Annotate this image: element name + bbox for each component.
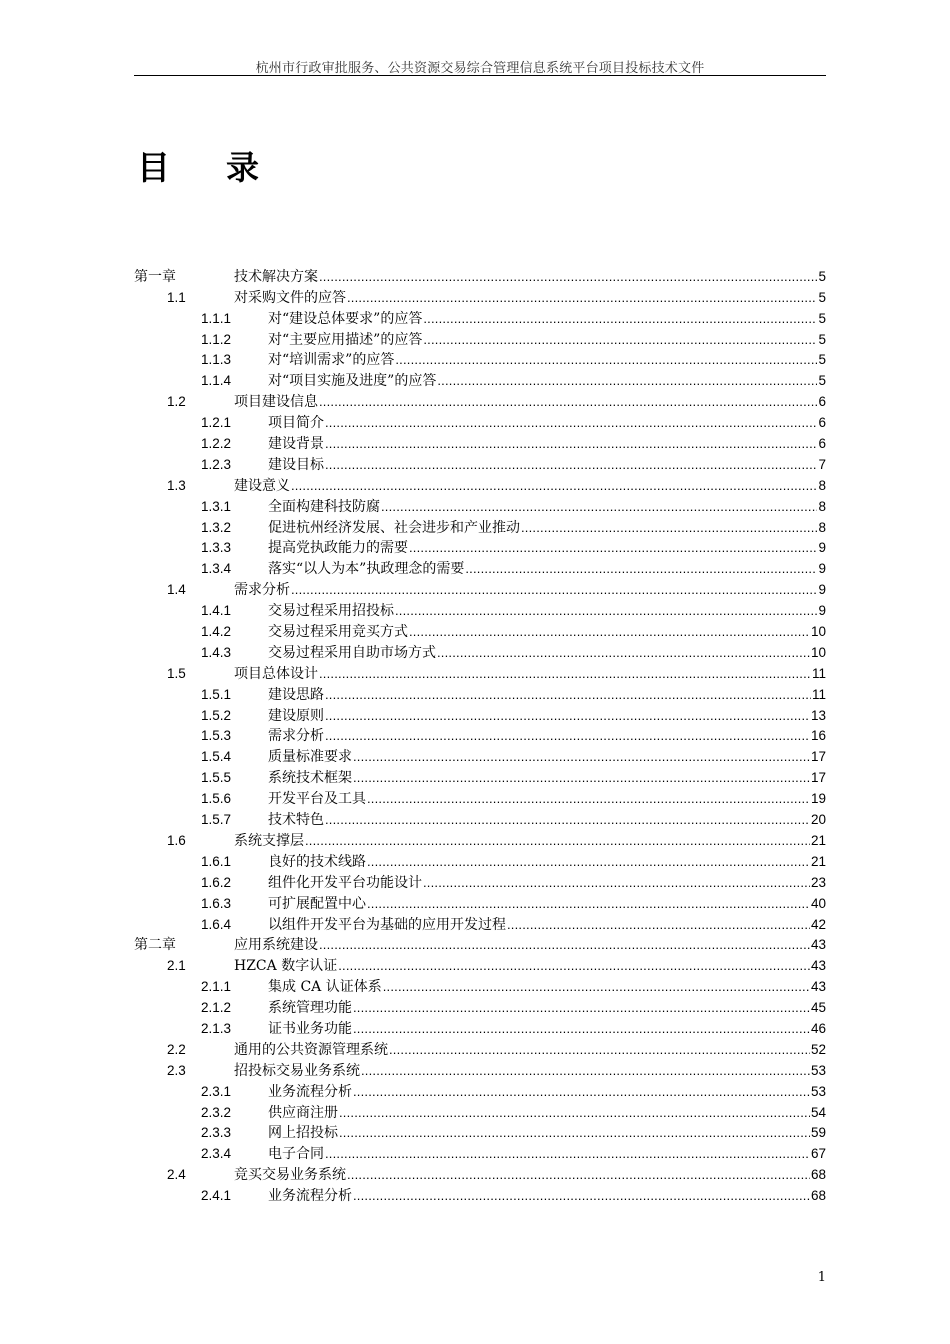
toc-dot-leader (381, 497, 817, 517)
toc-dot-leader (325, 434, 817, 454)
toc-entry-page: 21 (810, 853, 826, 869)
toc-entry[interactable] (134, 914, 826, 935)
toc-entry[interactable] (134, 767, 826, 788)
toc-entry-number: 第二章 (134, 937, 176, 954)
toc-entry-title: 交易过程采用竞买方式 (268, 624, 408, 641)
toc-entry-page: 9 (818, 603, 826, 619)
toc-entry-title: 竞买交易业务系统 (234, 1167, 346, 1184)
toc-entry[interactable] (134, 1081, 826, 1102)
toc-entry-number: 1.5.5 (201, 770, 232, 786)
toc-entry-number: 1.4 (167, 582, 186, 598)
toc-entry[interactable] (134, 454, 826, 475)
toc-entry-number: 1.2.2 (201, 436, 232, 452)
toc-entry[interactable] (134, 788, 826, 809)
toc-entry-title: 提高党执政能力的需要 (268, 540, 408, 557)
toc-entry-number: 1.1.1 (201, 310, 232, 326)
toc-entry-page: 8 (818, 477, 826, 493)
toc-entry[interactable] (134, 705, 826, 726)
toc-entry-number: 1.5 (167, 665, 186, 681)
toc-entry-title: 组件化开发平台功能设计 (268, 874, 422, 891)
toc-entry-number: 1.1 (167, 289, 186, 305)
toc-entry-number: 2.1.2 (201, 1000, 232, 1016)
toc-entry-title: 建设目标 (268, 456, 324, 473)
toc-entry-number: 1.3.4 (201, 561, 232, 577)
toc-entry-number: 1.3.1 (201, 498, 232, 514)
toc-dot-leader (383, 977, 810, 997)
toc-entry-page: 43 (810, 979, 826, 995)
toc-entry-title: 交易过程采用招投标 (268, 603, 394, 620)
header-divider (134, 75, 826, 76)
toc-entry-number: 1.2.3 (201, 456, 232, 472)
toc-entry-title: 项目简介 (268, 415, 324, 432)
toc-entry-page: 6 (818, 415, 826, 431)
toc-entry-page: 5 (818, 331, 826, 347)
toc-entry-title: 对“项目实施及进度”的应答 (268, 373, 437, 390)
toc-entry-title: 质量标准要求 (268, 749, 352, 766)
toc-heading-char-2: 录 (226, 148, 259, 187)
toc-entry-title: 网上招投标 (268, 1125, 338, 1142)
toc-entry-page: 11 (811, 686, 826, 702)
toc-dot-leader (339, 1123, 810, 1143)
toc-entry-page: 19 (810, 791, 826, 807)
toc-dot-leader (347, 288, 817, 308)
toc-entry[interactable] (134, 538, 826, 559)
toc-dot-leader (325, 685, 811, 705)
toc-entry-page: 5 (818, 310, 826, 326)
toc-entry-title: 促进杭州经济发展、社会进步和产业推动 (268, 519, 520, 536)
toc-entry[interactable] (134, 412, 826, 433)
toc-dot-leader (507, 915, 810, 935)
toc-entry-page: 6 (818, 436, 826, 452)
page-number: 1 (817, 1270, 826, 1285)
toc-entry-page: 10 (810, 644, 826, 660)
toc-dot-leader (319, 935, 810, 955)
toc-entry-title: 通用的公共资源管理系统 (234, 1041, 388, 1058)
toc-entry-number: 2.4 (167, 1167, 186, 1183)
toc-entry-title: 项目建设信息 (234, 394, 318, 411)
toc-dot-leader (325, 1144, 810, 1164)
toc-entry-page: 13 (810, 707, 826, 723)
toc-entry-title: 供应商注册 (268, 1104, 338, 1121)
toc-dot-leader (338, 956, 810, 976)
toc-dot-leader (353, 1082, 810, 1102)
toc-entry[interactable] (134, 976, 826, 997)
toc-entry-page: 16 (810, 728, 826, 744)
toc-dot-leader (325, 726, 810, 746)
toc-entry-page: 10 (810, 624, 826, 640)
toc-entry[interactable] (134, 726, 826, 747)
toc-entry-title: 全面构建科技防腐 (268, 498, 380, 515)
toc-entry[interactable] (134, 809, 826, 830)
toc-dot-leader (319, 267, 817, 287)
toc-entry-page: 53 (810, 1062, 826, 1078)
toc-entry-title: 系统管理功能 (268, 1000, 352, 1017)
toc-entry[interactable] (134, 746, 826, 767)
toc-dot-leader (437, 371, 817, 391)
toc-entry-number: 1.5.4 (201, 749, 232, 765)
toc-entry[interactable] (134, 1039, 826, 1060)
toc-dot-leader (409, 622, 810, 642)
toc-entry-page: 42 (810, 916, 826, 932)
toc-dot-leader (423, 330, 817, 350)
toc-entry[interactable] (134, 663, 826, 684)
toc-entry[interactable] (134, 266, 826, 287)
toc-entry[interactable] (134, 391, 826, 412)
toc-entry-title: 交易过程采用自助市场方式 (268, 644, 436, 661)
toc-entry-page: 68 (810, 1167, 826, 1183)
toc-dot-leader (325, 413, 817, 433)
toc-dot-leader (521, 518, 817, 538)
page-header: 杭州市行政审批服务、公共资源交易综合管理信息系统平台项目投标技术文件 (255, 61, 705, 76)
toc-entry[interactable] (134, 997, 826, 1018)
toc-dot-leader (361, 1061, 810, 1081)
toc-entry[interactable] (134, 1060, 826, 1081)
toc-entry-number: 1.1.2 (201, 331, 232, 347)
toc-entry-number: 1.3.2 (201, 519, 232, 535)
toc-entry-title: 证书业务功能 (268, 1020, 352, 1037)
toc-entry-title: 开发平台及工具 (268, 791, 366, 808)
toc-entry[interactable] (134, 621, 826, 642)
toc-entry[interactable] (134, 496, 826, 517)
toc-entry-number: 2.3 (167, 1062, 186, 1078)
toc-entry-title: 招投标交易业务系统 (234, 1062, 360, 1079)
toc-dot-leader (423, 309, 817, 329)
toc-entry-title: 集成 CA 认证体系 (268, 979, 382, 996)
toc-entry-title: 业务流程分析 (268, 1188, 352, 1205)
toc-entry-title: 对采购文件的应答 (234, 289, 346, 306)
toc-dot-leader (389, 1040, 810, 1060)
toc-dot-leader (367, 789, 810, 809)
toc-entry-number: 2.3.2 (201, 1104, 232, 1120)
toc-entry[interactable] (134, 329, 826, 350)
toc-entry-page: 9 (818, 540, 826, 556)
toc-entry[interactable] (134, 579, 826, 600)
toc-entry-number: 第一章 (134, 268, 176, 285)
toc-entry-number: 2.1 (167, 958, 186, 974)
toc-entry-title: 需求分析 (234, 582, 290, 599)
toc-entry-title: 对“主要应用描述”的应答 (268, 331, 423, 348)
toc-entry-page: 5 (818, 268, 826, 284)
toc-dot-leader (367, 852, 810, 872)
toc-entry-page: 46 (810, 1020, 826, 1036)
toc-entry-page: 5 (818, 352, 826, 368)
toc-dot-leader (347, 1165, 810, 1185)
toc-dot-leader (319, 392, 817, 412)
toc-entry-title: 需求分析 (268, 728, 324, 745)
toc-entry-number: 1.5.1 (201, 686, 232, 702)
toc-entry-page: 8 (818, 498, 826, 514)
toc-entry[interactable] (134, 684, 826, 705)
toc-entry-number: 1.4.2 (201, 624, 232, 640)
toc-entry-number: 1.4.3 (201, 644, 232, 660)
toc-dot-leader (423, 873, 810, 893)
toc-entry-title: 系统支撑层 (234, 832, 304, 849)
toc-entry-title: 建设背景 (268, 436, 324, 453)
toc-entry[interactable] (134, 830, 826, 851)
toc-entry-page: 23 (810, 874, 826, 890)
toc-entry-number: 1.5.6 (201, 791, 232, 807)
toc-entry-title: 技术解决方案 (234, 268, 318, 285)
toc-entry-page: 67 (810, 1146, 826, 1162)
toc-entry-number: 1.3 (167, 477, 186, 493)
toc-entry-title: 建设意义 (234, 477, 290, 494)
toc-entry-page: 6 (818, 394, 826, 410)
toc-entry-number: 2.3.3 (201, 1125, 232, 1141)
toc-entry[interactable] (134, 1123, 826, 1144)
toc-entry[interactable] (134, 433, 826, 454)
toc-dot-leader (339, 1103, 810, 1123)
toc-entry[interactable] (134, 600, 826, 621)
toc-entry[interactable] (134, 1164, 826, 1185)
toc-entry-number: 1.1.4 (201, 373, 232, 389)
toc-dot-leader (325, 810, 810, 830)
toc-entry[interactable] (134, 1102, 826, 1123)
toc-entry-title: 应用系统建设 (234, 937, 318, 954)
toc-entry[interactable] (134, 851, 826, 872)
toc-entry-page: 20 (810, 812, 826, 828)
toc-entry-page: 5 (818, 373, 826, 389)
table-of-contents (134, 266, 826, 1206)
toc-entry-title: 对“建设总体要求”的应答 (268, 310, 423, 327)
toc-entry-page: 21 (810, 832, 826, 848)
toc-entry[interactable] (134, 893, 826, 914)
toc-entry[interactable] (134, 350, 826, 371)
toc-entry[interactable] (134, 1143, 826, 1164)
toc-entry-number: 1.6.4 (201, 916, 232, 932)
toc-entry-page: 52 (810, 1041, 826, 1057)
toc-entry-number: 1.4.1 (201, 603, 232, 619)
toc-entry-number: 1.2.1 (201, 415, 232, 431)
toc-dot-leader (353, 747, 810, 767)
toc-dot-leader (353, 1019, 810, 1039)
toc-dot-leader (291, 476, 817, 496)
toc-dot-leader (437, 643, 810, 663)
toc-entry[interactable] (134, 1018, 826, 1039)
toc-dot-leader (291, 580, 817, 600)
toc-entry-number: 2.1.3 (201, 1020, 232, 1036)
toc-entry[interactable] (134, 287, 826, 308)
toc-entry-number: 2.2 (167, 1041, 186, 1057)
toc-entry-title: 以组件开发平台为基础的应用开发过程 (268, 916, 506, 933)
toc-entry[interactable] (134, 955, 826, 976)
toc-entry[interactable] (134, 308, 826, 329)
toc-entry-title: 电子合同 (268, 1146, 324, 1163)
toc-entry-title: HZCA 数字认证 (234, 958, 338, 975)
toc-entry-page: 43 (810, 958, 826, 974)
toc-entry-number: 1.2 (167, 394, 186, 410)
toc-entry-page: 8 (818, 519, 826, 535)
toc-entry-title: 建设思路 (268, 686, 324, 703)
toc-entry-number: 2.3.1 (201, 1083, 232, 1099)
toc-entry-number: 1.6 (167, 832, 186, 848)
toc-entry-page: 17 (810, 770, 826, 786)
toc-entry[interactable] (134, 935, 826, 956)
toc-entry-title: 对“培训需求”的应答 (268, 352, 395, 369)
toc-entry-number: 1.5.2 (201, 707, 232, 723)
toc-entry-page: 17 (810, 749, 826, 765)
toc-entry[interactable] (134, 517, 826, 538)
toc-dot-leader (409, 538, 817, 558)
toc-entry-title: 可扩展配置中心 (268, 895, 366, 912)
toc-entry-title: 项目总体设计 (234, 665, 318, 682)
toc-entry[interactable] (134, 475, 826, 496)
toc-entry-number: 1.6.2 (201, 874, 232, 890)
toc-dot-leader (353, 768, 810, 788)
toc-heading (137, 142, 259, 189)
toc-entry-title: 建设原则 (268, 707, 324, 724)
toc-entry-title: 系统技术框架 (268, 770, 352, 787)
toc-dot-leader (325, 706, 810, 726)
toc-dot-leader (367, 894, 810, 914)
toc-entry-number: 1.6.1 (201, 853, 232, 869)
toc-entry-page: 45 (810, 1000, 826, 1016)
toc-entry-number: 1.3.3 (201, 540, 232, 556)
toc-entry-page: 54 (810, 1104, 826, 1120)
toc-dot-leader (395, 601, 817, 621)
toc-entry[interactable] (134, 558, 826, 579)
toc-entry-page: 59 (810, 1125, 826, 1141)
toc-dot-leader (465, 559, 817, 579)
toc-heading-char-1: 目 (137, 148, 170, 187)
toc-entry-number: 2.3.4 (201, 1146, 232, 1162)
toc-entry-page: 7 (818, 456, 826, 472)
toc-entry-page: 68 (810, 1188, 826, 1204)
toc-entry-title: 业务流程分析 (268, 1083, 352, 1100)
toc-entry-number: 1.1.3 (201, 352, 232, 368)
toc-entry-page: 43 (810, 937, 826, 953)
toc-dot-leader (395, 350, 817, 370)
toc-entry-number: 2.4.1 (201, 1188, 232, 1204)
toc-entry-page: 5 (818, 289, 826, 305)
toc-dot-leader (305, 831, 810, 851)
toc-entry-page: 53 (810, 1083, 826, 1099)
toc-dot-leader (325, 455, 817, 475)
toc-entry-page: 9 (818, 582, 826, 598)
toc-dot-leader (353, 1186, 810, 1206)
toc-entry-page: 9 (818, 561, 826, 577)
toc-dot-leader (319, 664, 811, 684)
toc-entry-number: 1.5.7 (201, 812, 232, 828)
toc-entry[interactable] (134, 872, 826, 893)
toc-entry-number: 2.1.1 (201, 979, 232, 995)
toc-entry-title: 落实“以人为本”执政理念的需要 (268, 561, 465, 578)
toc-entry[interactable] (134, 642, 826, 663)
toc-entry-number: 1.5.3 (201, 728, 232, 744)
toc-entry-page: 11 (811, 665, 826, 681)
toc-dot-leader (353, 998, 810, 1018)
toc-entry[interactable] (134, 370, 826, 391)
toc-entry-title: 技术特色 (268, 812, 324, 829)
toc-entry-page: 40 (810, 895, 826, 911)
toc-entry-number: 1.6.3 (201, 895, 232, 911)
toc-entry-title: 良好的技术线路 (268, 853, 366, 870)
toc-entry[interactable] (134, 1185, 826, 1206)
